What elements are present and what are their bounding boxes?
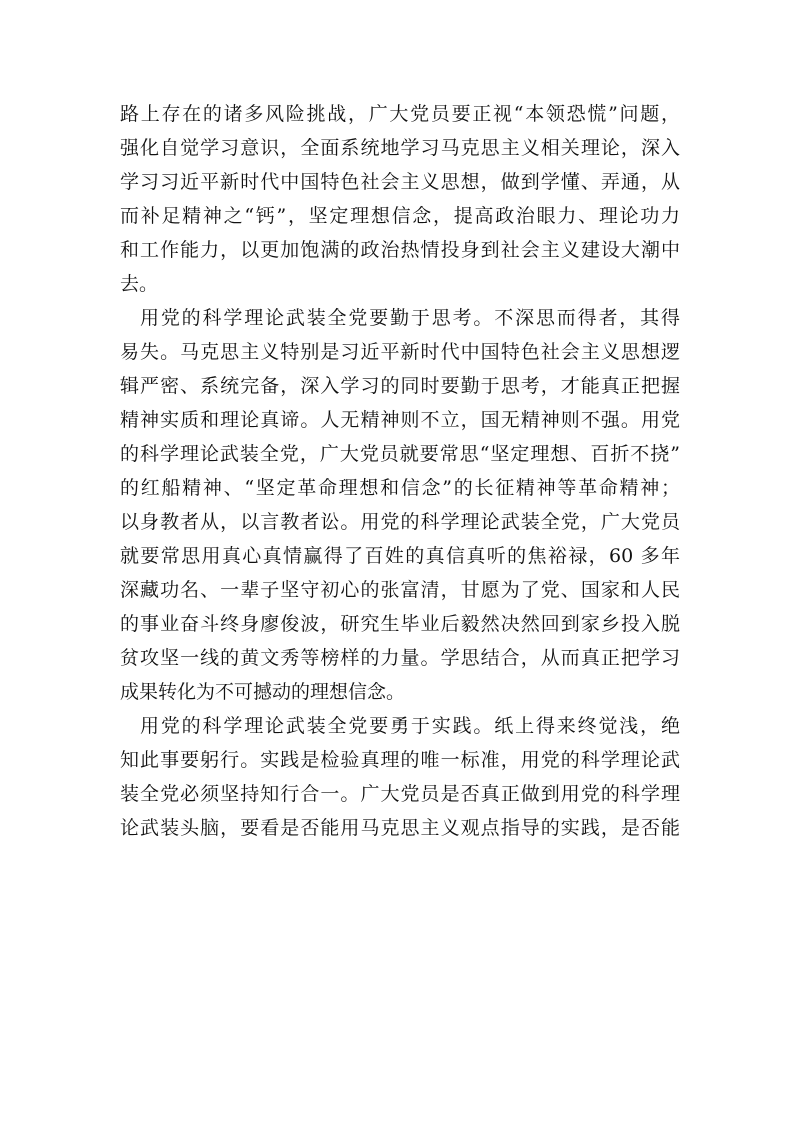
paragraph-2-line-1: 用党的科学理论武装全党要勤于思考。不深思而得者，其得 (140, 307, 680, 329)
paragraph-2-line-12: 成果转化为不可撼动的理想信念。 (120, 681, 406, 703)
paragraph-1-line-2: 强化自觉学习意识，全面系统地学习马克思主义相关理论，深入 (120, 137, 680, 159)
paragraph-2-line-6: 的红船精神、“坚定革命理想和信念”的长征精神等革命精神； (120, 477, 680, 499)
paragraph-2-line-3: 辑严密、系统完备，深入学习的同时要勤于思考，才能真正把握 (120, 375, 680, 397)
paragraph-1-line-5: 和工作能力，以更加饱满的政治热情投身到社会主义建设大潮中 (120, 239, 680, 261)
body-text (120, 97, 680, 845)
paragraph-2-line-8: 就要常思用真心真情赢得了百姓的真信真听的焦裕禄，60 多年 (120, 545, 680, 567)
paragraph-3-line-2: 知此事要躬行。实践是检验真理的唯一标准，用党的科学理论武 (120, 749, 680, 771)
paragraph-1-line-4: 而补足精神之“钙”，坚定理想信念，提高政治眼力、理论功力 (120, 205, 680, 227)
paragraph-2-line-10: 的事业奋斗终身廖俊波，研究生毕业后毅然决然回到家乡投入脱 (120, 613, 680, 635)
paragraph-3-line-4: 论武装头脑，要看是否能用马克思主义观点指导的实践，是否能 (120, 817, 680, 839)
paragraph-1-line-3: 学习习近平新时代中国特色社会主义思想，做到学懂、弄通，从 (120, 171, 680, 193)
paragraph-1-line-6: 去。 (120, 273, 159, 295)
paragraph-2-line-2: 易失。马克思主义特别是习近平新时代中国特色社会主义思想逻 (120, 341, 680, 363)
paragraph-2-line-7: 以身教者从，以言教者讼。用党的科学理论武装全党，广大党员 (120, 511, 680, 533)
paragraph-3-line-1: 用党的科学理论武装全党要勇于实践。纸上得来终觉浅，绝 (140, 715, 680, 737)
paragraph-2-line-11: 贫攻坚一线的黄文秀等榜样的力量。学思结合，从而真正把学习 (120, 647, 680, 669)
paragraph-2-line-4: 精神实质和理论真谛。人无精神则不立，国无精神则不强。用党 (120, 409, 680, 431)
paragraph-1-line-1: 路上存在的诸多风险挑战，广大党员要正视“本领恐慌”问题， (120, 103, 680, 125)
paragraph-2-line-5: 的科学理论武装全党，广大党员就要常思“坚定理想、百折不挠” (120, 443, 680, 465)
paragraph-3-line-3: 装全党必须坚持知行合一。广大党员是否真正做到用党的科学理 (120, 783, 680, 805)
paragraph-2-line-9: 深藏功名、一辈子坚守初心的张富清，甘愿为了党、国家和人民 (120, 579, 680, 601)
